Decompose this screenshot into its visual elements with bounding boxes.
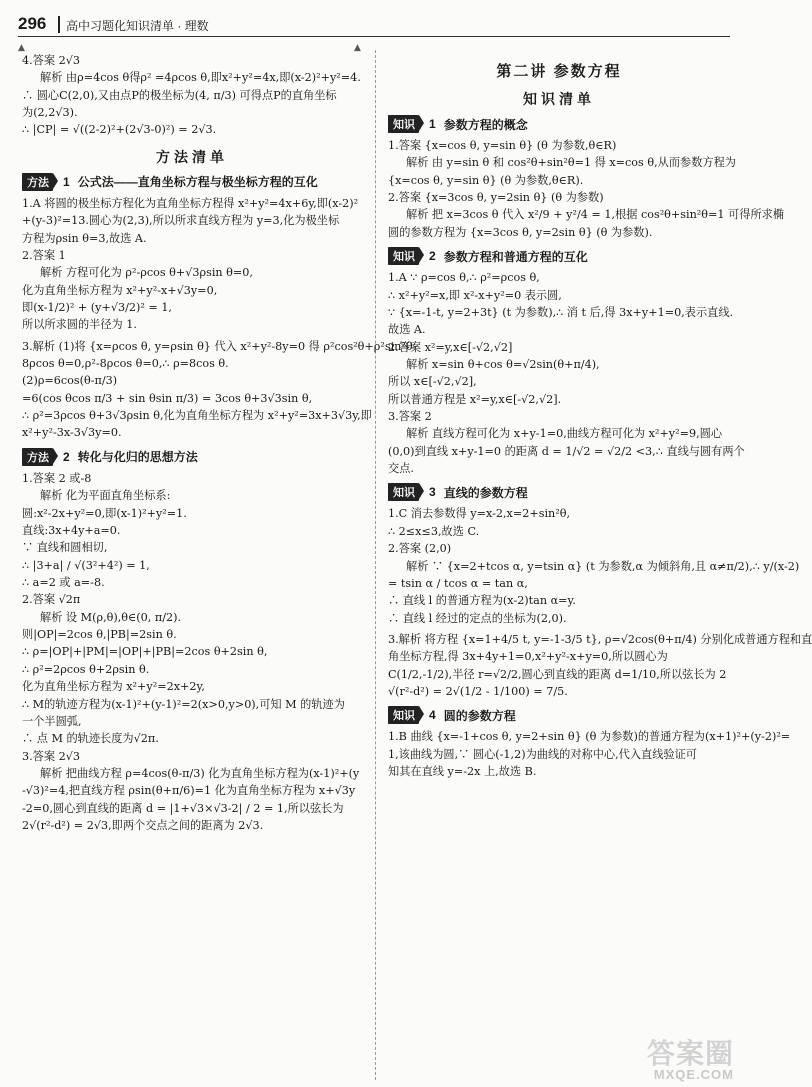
knowledge-number: 4	[429, 708, 436, 723]
text-line: 1.答案 {x=cos θ, y=sin θ} (θ 为参数,θ∈R)	[388, 139, 617, 152]
knowledge-tag: 知识	[388, 115, 419, 133]
text-line: 解析 设 M(ρ,θ),θ∈(0, π/2).	[40, 610, 182, 624]
text-line: 3.解析 (1)将 {x=ρcos θ, y=ρsin θ} 代入 x²+y²-8y=0 得 ρ²cos²θ+ρ²sin²θ-	[22, 339, 417, 353]
text-line: 2.答案 1	[22, 248, 66, 262]
text-line: ∴ 2≤x≤3,故选 C.	[388, 524, 480, 538]
text-line: 一个半圆弧,	[22, 714, 82, 728]
text-line: 解析 由ρ=4cos θ得ρ² =4ρcos θ,即x²+y²=4x,即(x-2)²+y²=4.	[40, 71, 361, 85]
corner-marker-right: ▲	[354, 43, 361, 53]
text-line: 2.答案 √2π	[22, 593, 81, 607]
knowledge-1-body	[388, 137, 785, 241]
text-line: = tsin α / tcos α = tan α,	[388, 576, 528, 590]
method-tag: 方法	[22, 173, 53, 191]
text-line: 交点.	[388, 462, 414, 476]
method-heading-2	[22, 448, 362, 466]
page-header	[0, 0, 750, 53]
text-line: 解析 把 x=3cos θ 代入 x²/9 + y²/4 = 1,根据 cos²θ+sin²θ=1 可得所求椭	[406, 208, 785, 222]
knowledge-heading-3	[388, 483, 730, 501]
text-line: 故选 A.	[388, 323, 426, 337]
text-line: x²+y²-3x-3√3y=0.	[22, 426, 122, 440]
text-line: 2.答案 x²=y,x∈[-√2,√2]	[388, 340, 513, 354]
text-line: ∵ {x=-1-t, y=2+3t} (t 为参数),∴ 消 t 后,得 3x+y+1=0,表示直线.	[388, 305, 734, 319]
text-line: 化为直角坐标方程为 x²+y²=2x+2y,	[22, 680, 205, 694]
knowledge-3-body	[388, 505, 812, 700]
text-line: 即(x-1/2)² + (y+√3/2)² = 1,	[22, 300, 172, 314]
column-divider	[375, 50, 377, 1080]
method-heading-1	[22, 173, 362, 191]
text-line: ∴ 直线 l 的普通方程为(x-2)tan α=y.	[388, 594, 576, 608]
knowledge-4-body	[388, 728, 791, 780]
knowledge-title: 圆的参数方程	[443, 708, 516, 723]
knowledge-number: 2	[429, 249, 436, 264]
knowledge-tag: 知识	[388, 247, 419, 265]
text-line: -2=0,圆心到直线的距离 d = |1+√3×√3-2| / 2 = 1,所以弦长为	[22, 801, 344, 815]
header-title: 高中习题化知识清单 · 理数	[66, 19, 209, 33]
method-title: 公式法——直角坐标方程与极坐标方程的互化	[77, 175, 318, 190]
text-line: 1.B 曲线 {x=-1+cos θ, y=2+sin θ} (θ 为参数)的普通方程为(x+1)²+(y-2)²=	[388, 730, 791, 744]
text-line: ∴ ρ²=2ρcos θ+2ρsin θ.	[22, 662, 150, 676]
text-line: ∵ 直线和圆相切,	[22, 541, 108, 555]
text-line: 所以所求圆的半径为 1.	[22, 318, 137, 332]
text-line: ∴ 直线 l 经过的定点的坐标为(2,0).	[388, 611, 567, 625]
text-line: 为(2,2√3).	[22, 106, 78, 120]
text-line: 圆:x²-2x+y²=0,即(x-1)²+y²=1.	[22, 506, 187, 520]
knowledge-number: 1	[429, 117, 436, 131]
answer-4-block	[22, 52, 362, 139]
text-line: √(r²-d²) = 2√(1/2 - 1/100) = 7/5.	[388, 685, 568, 699]
right-column	[388, 52, 812, 781]
text-line: 4.答案 2√3	[22, 54, 80, 67]
knowledge-heading-2	[388, 247, 730, 265]
watermark-main: 答案圈	[646, 1038, 734, 1069]
text-line: 解析 由 y=sin θ 和 cos²θ+sin²θ=1 得 x=cos θ,从而参数方程为	[406, 156, 736, 170]
text-line: -√3)²=4,把直线方程 ρsin(θ+π/6)=1 化为直角坐标方程为 x+√3y	[22, 784, 356, 798]
text-line: 解析 方程可化为 ρ²-ρcos θ+√3ρsin θ=0,	[40, 266, 253, 280]
text-line: 则|OP|=2cos θ,|PB|=2sin θ.	[22, 628, 177, 642]
knowledge-heading-1	[388, 115, 730, 133]
watermark-sub: MXQE.COM	[653, 1067, 734, 1082]
text-line: 所以 x∈[-√2,√2],	[388, 375, 477, 389]
knowledge-title: 参数方程和普通方程的互化	[443, 249, 588, 264]
text-line: ∴ |CP| = √((2-2)²+(2√3-0)²) = 2√3.	[22, 123, 217, 137]
knowledge-tag: 知识	[388, 483, 419, 501]
text-line: 3.答案 2	[388, 410, 432, 424]
text-line: 解析 化为平面直角坐标系:	[40, 489, 171, 503]
text-line: 3.解析 将方程 {x=1+4/5 t, y=-1-3/5 t}, ρ=√2cos(θ+π/4) 分别化成普通方程和直	[388, 632, 812, 646]
text-line: 知其在直线 y=-2x 上,故选 B.	[388, 765, 537, 779]
text-line: 角坐标方程,得 3x+4y+1=0,x²+y²-x+y=0,所以圆心为	[388, 650, 668, 664]
text-line: ∴ x²+y²=x,即 x²-x+y²=0 表示圆,	[388, 288, 562, 302]
text-line: 解析 把曲线方程 ρ=4cos(θ-π/3) 化为直角坐标方程为(x-1)²+(y	[40, 766, 360, 780]
text-line: ∴ |3+a| / √(3²+4²) = 1,	[22, 558, 150, 572]
knowledge-tag: 知识	[388, 706, 419, 724]
text-line: 1,该曲线为圆,∵ 圆心(-1,2)为曲线的对称中心,代入直线验证可	[388, 747, 697, 761]
text-line: {x=cos θ, y=sin θ} (θ 为参数,θ∈R).	[388, 173, 584, 187]
text-line: (2)ρ=6cos(θ-π/3)	[22, 374, 118, 388]
text-line: 解析 直线方程可化为 x+y-1=0,曲线方程可化为 x²+y²=9,圆心	[406, 427, 723, 441]
text-line: ∴ a=2 或 a=-8.	[22, 575, 105, 589]
text-line: 2.答案 (2,0)	[388, 542, 452, 556]
method-number: 2	[63, 449, 70, 464]
text-line: 1.C 消去参数得 y=x-2,x=2+sin²θ,	[388, 507, 571, 521]
text-line: 1.A ∵ ρ=cos θ,∴ ρ²=ρcos θ,	[388, 271, 540, 285]
text-line: 化为直角坐标方程为 x²+y²-x+√3y=0,	[22, 283, 218, 297]
text-line: 解析 x=sin θ+cos θ=√2sin(θ+π/4),	[406, 357, 600, 371]
knowledge-title: 参数方程的概念	[443, 117, 528, 132]
text-line: +(y-3)²=13.圆心为(2,3),所以所求直线方程为 y=3,化为极坐标	[22, 214, 340, 228]
knowledge-title: 直线的参数方程	[443, 485, 528, 500]
knowledge-heading-4	[388, 706, 730, 724]
text-line: 所以普通方程是 x²=y,x∈[-√2,√2].	[388, 392, 562, 406]
page-number: 296	[18, 14, 47, 33]
text-line: 1.答案 2 或-8	[22, 471, 92, 485]
text-line: 圆的参数方程为 {x=3cos θ, y=2sin θ} (θ 为参数).	[388, 225, 653, 239]
text-line: 直线:3x+4y+a=0.	[22, 523, 121, 537]
method-tag: 方法	[22, 448, 53, 466]
text-line: 8ρcos θ=0,ρ²-8ρcos θ=0,∴ ρ=8cos θ.	[22, 357, 229, 371]
section-title-knowledge: 知识清单	[523, 91, 595, 107]
text-line: 2.答案 {x=3cos θ, y=2sin θ} (θ 为参数)	[388, 191, 604, 205]
text-line: 1.A 将圆的极坐标方程化为直角坐标方程得 x²+y²=4x+6y,即(x-2)²	[22, 196, 359, 210]
knowledge-number: 3	[429, 485, 436, 500]
text-line: 3.答案 2√3	[22, 749, 80, 763]
section-title-methods: 方法清单	[156, 148, 228, 165]
text-line: 方程为ρsin θ=3,故选 A.	[22, 231, 147, 245]
method-number: 1	[63, 174, 70, 189]
text-line: =6(cos θcos π/3 + sin θsin π/3) = 3cos θ+3√3sin θ,	[22, 391, 313, 405]
text-line: ∴ ρ²=3ρcos θ+3√3ρsin θ,化为直角坐标方程为 x²+y²=3x+3√3y,即	[22, 409, 372, 423]
watermark-logo	[647, 1040, 734, 1081]
header-rule	[18, 36, 730, 37]
lecture-title: 第二讲 参数方程	[496, 63, 622, 80]
method-2-body	[22, 470, 362, 835]
text-line: ∴ ρ=|OP|+|PM|=|OP|+|PB|=2cos θ+2sin θ,	[22, 645, 268, 659]
method-title: 转化与化归的思想方法	[77, 450, 198, 465]
text-line: ∴ 圆心C(2,0),又由点P的极坐标为(4, π/3) 可得点P的直角坐标	[22, 88, 337, 102]
header-separator	[58, 16, 60, 33]
knowledge-2-body	[388, 269, 745, 477]
text-line: 2√(r²-d²) = 2√3,即两个交点之间的距离为 2√3.	[22, 819, 264, 833]
text-line: 解析 ∵ {x=2+tcos α, y=tsin α} (t 为参数,α 为倾斜角,且 α≠π/2),∴ y/(x-2)	[406, 559, 800, 573]
text-line: (0,0)到直线 x+y-1=0 的距离 d = 1/√2 = √2/2 <3,∴ 直线与圆有两个	[388, 444, 745, 458]
text-line: ∴ 点 M 的轨迹长度为√2π.	[22, 732, 159, 746]
corner-marker-left: ▲	[18, 43, 25, 53]
text-line: ∴ M的轨迹方程为(x-1)²+(y-1)²=2(x>0,y>0),可知 M 的轨迹为	[22, 697, 345, 711]
text-line: C(1/2,-1/2),半径 r=√2/2,圆心到直线的距离 d=1/10,所以弦长为 2	[388, 667, 727, 681]
